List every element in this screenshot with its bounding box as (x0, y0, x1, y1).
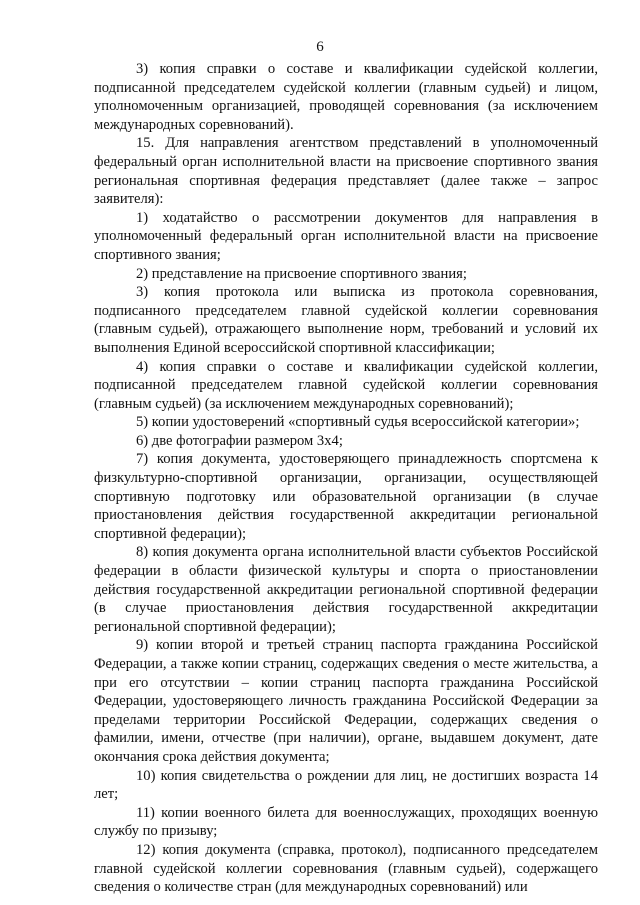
paragraph-item-3: 3) копия справки о составе и квалификации судейской коллегии, подписанной председателем судейской коллегии (главным судьей) и лицом, уполномоченным организацией, проводящей соревнования (за исключением международных соревнований). (94, 61, 598, 133)
paragraph-item-4: 4) копия справки о составе и квалификации судейской коллегии, подписанной председателем главной судейской коллегии соревнования (главным судьей) (за исключением международных соревнований); (94, 358, 598, 412)
paragraph-item-1: 1) ходатайство о рассмотрении документов для направления в уполномоченный федеральный орган исполнительной власти на присвоение спортивного звания; (94, 209, 598, 263)
paragraph-item-9: 9) копии второй и третьей страниц паспорта гражданина Российской Федерации, а также копии страниц, содержащих сведения о месте жительства, а при его отсутствии – копии страниц паспорта гражданина Российской Федерации, удостоверяющего личность гражданина Российской Федерации за пределами территории Российской Федерации, содержащих сведения о фамилии, имени, отчестве (при наличии), органе, выдавшем документ, дате окончания срока действия документа; (94, 637, 598, 765)
paragraph-item-6: 6) две фотографии размером 3х4; (136, 432, 343, 449)
paragraph-clause-15: 15. Для направления агентством представлений в уполномоченный федеральный орган исполнительной власти на присвоение спортивного звания региональная спортивная федерация представляет (далее также – запрос заявителя): (94, 135, 598, 208)
paragraph-item-3-protocol: 3) копия протокола или выписка из протокола соревнования, подписанного председателем главной судейской коллегии соревнования (главным судьей), отражающего выполнение норм, требований и условий их выполнения Единой всероссийской спортивной классификации; (94, 284, 598, 356)
paragraph-item-7: 7) копия документа, удостоверяющего принадлежность спортсмена к физкультурно-спортивной организации, организации, осуществляющей спортивную подготовку или образовательной организации (в случае приостановления действия государственной аккредитации региональной спортивной федерации); (94, 451, 598, 542)
paragraph-item-11: 11) копии военного билета для военнослужащих, проходящих военную службу по призыву; (94, 804, 598, 840)
paragraph-item-10: 10) копия свидетельства о рождении для лиц, не достигших возраста 14 лет; (94, 767, 598, 803)
paragraph-item-2: 2) представление на присвоение спортивного звания; (136, 265, 467, 282)
paragraph-item-8: 8) копия документа органа исполнительной власти субъектов Российской федерации в области физической культуры и спорта о приостановлении действия государственной аккредитации региональной спортивной федерации (в случае приостановления действия государственной аккредитации региональной спортивной федерации); (94, 544, 598, 635)
paragraph-item-5: 5) копии удостоверений «спортивный судья всероссийской категории»; (136, 414, 580, 431)
paragraph-item-12: 12) копия документа (справка, протокол), подписанного председателем главной судейской коллегии соревнования (главным судьей), содержащего сведения о количестве стран (для международных соревнований) или (94, 841, 598, 896)
document-body (94, 60, 598, 897)
page-number: 6 (316, 39, 324, 55)
